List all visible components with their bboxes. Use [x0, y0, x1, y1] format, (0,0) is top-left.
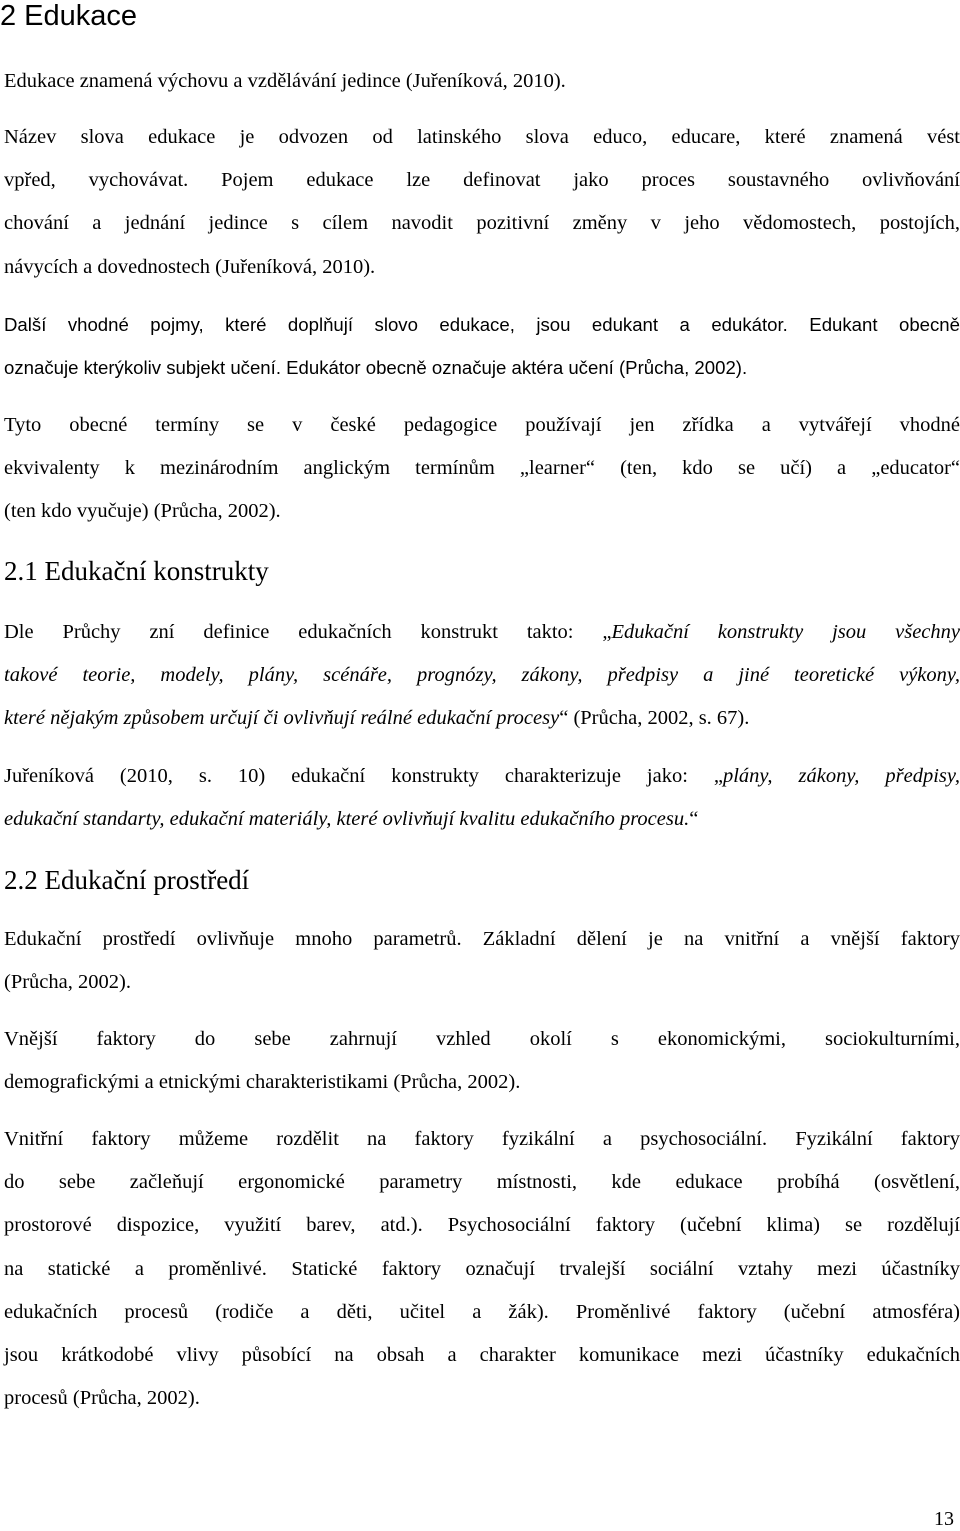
text-line [4, 798, 960, 841]
paragraph-edukace-definition [4, 60, 960, 103]
chapter-heading: 2 Edukace [0, 0, 138, 32]
text-line: návycích a dovednostech (Juřeníková, 2010). [4, 255, 376, 278]
text-line: Další vhodné pojmy, které doplňují slovo edukace, jsou edukant a edukátor. Edukant obecně [4, 314, 960, 335]
paragraph-vnitrni-faktory [4, 1118, 960, 1420]
paragraph-prostredi-intro [4, 918, 960, 1004]
text-line: vpřed, vychovávat. Pojem edukace lze definovat jako proces soustavného ovlivňování [4, 169, 960, 192]
text-line: chování a jednání jedince s cílem navodit pozitivní změny v jeho vědomostech, postojích, [4, 212, 960, 235]
quote-italic: plány, zákony, předpisy, [722, 765, 960, 787]
text-line: Vnější faktory do sebe zahrnují vzhled okolí s ekonomickými, sociokulturními, [4, 1028, 960, 1050]
text-line: do sebe začleňují ergonomické parametry místnosti, kde edukace probíhá (osvětlení, [4, 1171, 960, 1194]
section-heading-2-2: 2.2 Edukační prostředí [4, 865, 250, 895]
text-line [4, 755, 960, 798]
text-run: Juřeníková (2010, s. 10) edukační konstrukty charakterizuje jako: „ [4, 765, 723, 787]
text-line: Edukace znamená výchovu a vzdělávání jedince (Juřeníková, 2010). [4, 70, 566, 92]
section-heading-2-1: 2.1 Edukační konstrukty [4, 556, 269, 586]
text-run: “ [689, 808, 699, 831]
text-line [4, 654, 960, 697]
paragraph-konstrukty-definition [4, 611, 960, 741]
text-run: “ (Průcha, 2002, s. 67). [559, 707, 750, 730]
text-line: označuje kterýkoliv subjekt učení. Edukátor obecně označuje aktéra učení (Průcha, 2002). [4, 357, 748, 379]
text-run: Dle Průchy zní definice edukačních konstrukt takto: „ [4, 621, 612, 643]
paragraph-konstrukty-jureni [4, 755, 960, 841]
text-line: Tyto obecné termíny se v české pedagogice používají jen zřídka a vytvářejí vhodné [4, 414, 960, 436]
quote-italic: takové teorie, modely, plány, scénáře, prognózy, zákony, předpisy a jiné teoretické výkony, [4, 664, 960, 687]
text-line: Vnitřní faktory můžeme rozdělit na faktory fyzikální a psychosociální. Fyzikální faktory [4, 1128, 960, 1150]
quote-italic: edukační standarty, edukační materiály, které ovlivňují kvalitu edukačního procesu. [4, 808, 690, 831]
text-line: (ten kdo vyučuje) (Průcha, 2002). [4, 500, 281, 523]
text-line: procesů (Průcha, 2002). [4, 1387, 200, 1410]
text-line: jsou krátkodobé vlivy působící na obsah a charakter komunikace mezi účastníky edukačních [4, 1344, 960, 1367]
quote-italic: Edukační konstrukty jsou všechny [611, 621, 960, 643]
text-line: (Průcha, 2002). [4, 971, 131, 994]
paragraph-edukace-origin [4, 116, 960, 289]
paragraph-terms [4, 404, 960, 534]
paragraph-vnejsi-faktory [4, 1018, 960, 1104]
text-line: edukačních procesů (rodiče a děti, učitel a žák). Proměnlivé faktory (učební atmosféra) [4, 1300, 960, 1323]
text-line: Edukační prostředí ovlivňuje mnoho parametrů. Základní dělení je na vnitřní a vnější faktory [4, 928, 960, 950]
page-number: 13 [934, 1508, 954, 1530]
text-line [4, 697, 960, 740]
text-line: ekvivalenty k mezinárodním anglickým termínům „learner“ (ten, kdo se učí) a „educator“ [4, 457, 960, 480]
text-line: demografickými a etnickými charakteristikami (Průcha, 2002). [4, 1071, 521, 1094]
paragraph-edukant-edukator [4, 303, 960, 389]
quote-italic: které nějakým způsobem určují či ovlivňují reálné edukační procesy [4, 707, 560, 730]
text-line: prostorové dispozice, využití barev, atd.). Psychosociální faktory (učební klima) se rozdělují [4, 1214, 960, 1237]
text-line: Název slova edukace je odvozen od latinského slova educo, educare, které znamená vést [4, 126, 960, 148]
text-line: na statické a proměnlivé. Statické faktory označují trvalejší sociální vztahy mezi účastníky [4, 1257, 960, 1280]
text-line [4, 611, 960, 654]
